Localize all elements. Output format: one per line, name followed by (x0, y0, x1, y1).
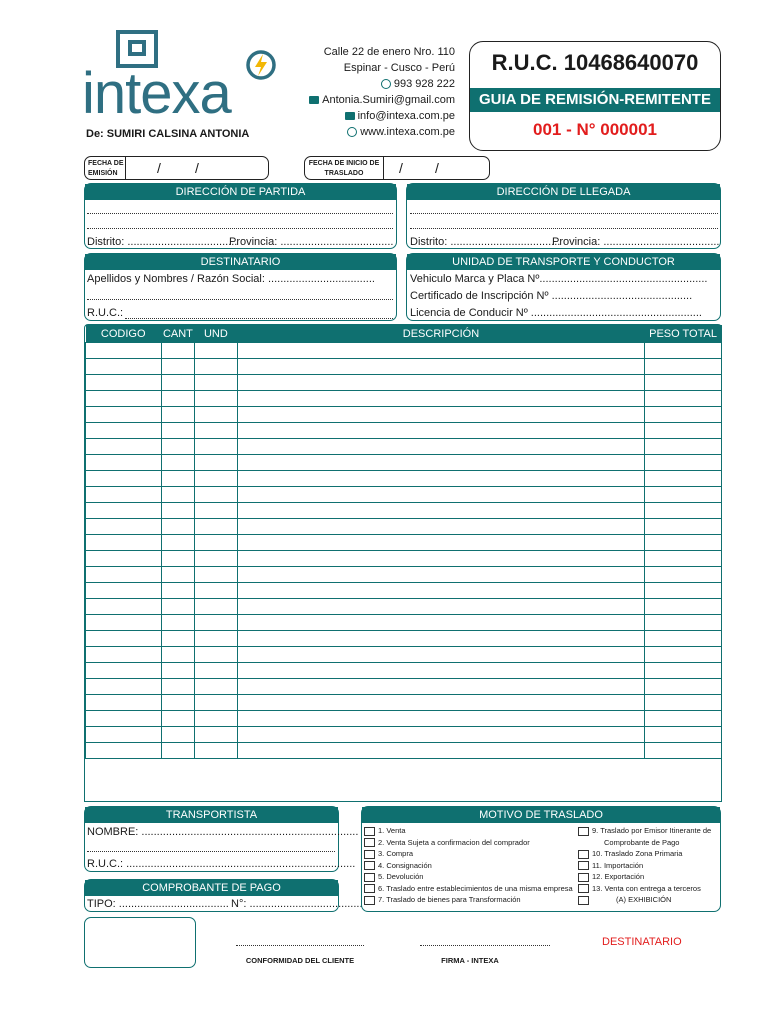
table-row (86, 551, 722, 567)
table-row (86, 615, 722, 631)
table-cell[interactable] (194, 343, 237, 359)
table-cell[interactable] (237, 599, 644, 615)
table-cell[interactable] (86, 599, 162, 615)
table-cell[interactable] (161, 439, 194, 455)
table-cell[interactable] (645, 407, 722, 423)
table-cell[interactable] (86, 487, 162, 503)
motivo-option[interactable]: (A) EXHIBICIÓN (578, 894, 711, 906)
fecha-traslado-label: FECHA DE INICIO DE TRASLADO (308, 160, 380, 177)
mail-icon (309, 96, 319, 104)
table-cell[interactable] (237, 711, 644, 727)
table-cell[interactable] (237, 679, 644, 695)
table-cell[interactable] (237, 615, 644, 631)
email-primary[interactable]: Antonia.Sumiri@gmail.com (322, 94, 455, 106)
table-header-row (86, 325, 722, 343)
table-cell[interactable] (194, 631, 237, 647)
table-cell[interactable] (194, 503, 237, 519)
table-cell[interactable] (194, 551, 237, 567)
table-cell[interactable] (237, 359, 644, 375)
motivo-option[interactable]: 7. Traslado de bienes para Transformación (364, 894, 573, 906)
table-cell[interactable] (86, 583, 162, 599)
table-cell[interactable] (161, 423, 194, 439)
motivo-option[interactable]: 12. Exportación (578, 871, 711, 883)
table-cell[interactable] (645, 439, 722, 455)
transporte-vehiculo[interactable]: Vehiculo Marca y Placa Nº....................................................... (410, 273, 708, 285)
table-cell[interactable] (194, 471, 237, 487)
table-cell[interactable] (161, 727, 194, 743)
transporte-licencia[interactable]: Licencia de Conducir Nº ........................................................ (410, 307, 702, 319)
checkbox[interactable] (578, 861, 589, 870)
motivo-left-list (364, 825, 573, 906)
table-cell[interactable] (161, 711, 194, 727)
table-cell[interactable] (237, 535, 644, 551)
checkbox[interactable] (578, 850, 589, 859)
table-cell[interactable] (194, 695, 237, 711)
motivo-option[interactable]: 13. Venta con entrega a terceros (578, 883, 711, 895)
table-row (86, 599, 722, 615)
table-row (86, 727, 722, 743)
table-row (86, 663, 722, 679)
checkbox[interactable] (578, 827, 589, 836)
transportista-box (84, 806, 359, 872)
table-cell[interactable] (194, 567, 237, 583)
table-cell[interactable] (161, 567, 194, 583)
table-cell[interactable] (194, 583, 237, 599)
table-cell[interactable] (161, 535, 194, 551)
table-cell[interactable] (237, 519, 644, 535)
transportista-ruc[interactable]: R.U.C.: ........................................................................... (87, 858, 356, 870)
motivo-option[interactable]: 3. Compra (364, 848, 573, 860)
table-cell[interactable] (86, 455, 162, 471)
destinatario-copy-label: DESTINATARIO (602, 936, 682, 948)
ruc-number: R.U.C. 10468640070 (491, 50, 699, 75)
transportista-nombre[interactable]: NOMBRE: ....................................................................... (87, 826, 359, 838)
table-cell[interactable] (645, 679, 722, 695)
table-cell[interactable] (645, 727, 722, 743)
motivo-header: MOTIVO DE TRASLADO (362, 807, 720, 823)
table-cell[interactable] (645, 695, 722, 711)
table-cell[interactable] (86, 663, 162, 679)
checkbox[interactable] (364, 838, 375, 847)
table-row (86, 631, 722, 647)
table-row (86, 391, 722, 407)
table-cell[interactable] (86, 551, 162, 567)
table-cell[interactable] (237, 647, 644, 663)
table-cell[interactable] (86, 711, 162, 727)
table-cell[interactable] (161, 583, 194, 599)
table-row (86, 407, 722, 423)
motivo-option[interactable]: 11. Importación (578, 860, 711, 872)
table-cell[interactable] (194, 711, 237, 727)
table-cell[interactable] (86, 439, 162, 455)
table-cell[interactable] (237, 391, 644, 407)
table-cell[interactable] (194, 359, 237, 375)
table-cell[interactable] (194, 615, 237, 631)
items-table (85, 325, 722, 759)
table-row (86, 423, 722, 439)
table-cell[interactable] (86, 423, 162, 439)
table-cell[interactable] (237, 663, 644, 679)
transporte-box (406, 253, 721, 321)
table-cell[interactable] (86, 631, 162, 647)
table-cell[interactable] (645, 599, 722, 615)
table-cell[interactable] (645, 583, 722, 599)
table-row (86, 695, 722, 711)
checkbox[interactable] (578, 873, 589, 882)
partida-header: DIRECCIÓN DE PARTIDA (85, 184, 396, 200)
table-cell[interactable] (86, 359, 162, 375)
table-cell[interactable] (194, 727, 237, 743)
table-cell[interactable] (161, 647, 194, 663)
date-slash: / (435, 160, 439, 176)
table-cell[interactable] (645, 535, 722, 551)
website[interactable]: www.intexa.com.pe (360, 126, 455, 138)
table-cell[interactable] (645, 567, 722, 583)
table-cell[interactable] (237, 407, 644, 423)
motivo-right-list (578, 825, 711, 906)
table-cell[interactable] (645, 423, 722, 439)
llegada-provincia[interactable]: Provincia: ...................................... (552, 236, 720, 248)
checkbox[interactable] (364, 873, 375, 882)
motivo-option[interactable]: 2. Venta Sujeta a confirmacion del comprador (364, 837, 573, 849)
fecha-emision-label: FECHA DE EMISIÓN (88, 160, 124, 177)
table-cell[interactable] (194, 647, 237, 663)
table-row (86, 519, 722, 535)
table-cell[interactable] (86, 695, 162, 711)
globe-icon (347, 127, 357, 137)
table-cell[interactable] (645, 519, 722, 535)
table-cell[interactable] (161, 503, 194, 519)
table-cell[interactable] (237, 551, 644, 567)
table-cell[interactable] (645, 391, 722, 407)
table-cell[interactable] (194, 679, 237, 695)
table-cell[interactable] (237, 583, 644, 599)
table-cell[interactable] (86, 343, 162, 359)
col-cant: CANT (161, 325, 194, 343)
table-cell[interactable] (237, 343, 644, 359)
table-cell[interactable] (194, 487, 237, 503)
fecha-emision-box[interactable] (84, 156, 269, 180)
table-cell[interactable] (161, 471, 194, 487)
table-cell[interactable] (86, 647, 162, 663)
table-cell[interactable] (194, 535, 237, 551)
table-cell[interactable] (86, 503, 162, 519)
table-cell[interactable] (645, 375, 722, 391)
table-cell[interactable] (645, 359, 722, 375)
checkbox[interactable] (578, 896, 589, 905)
checkbox[interactable] (364, 884, 375, 893)
logo-text: intexa (82, 61, 231, 126)
table-cell[interactable] (194, 439, 237, 455)
transporte-certificado[interactable]: Certificado de Inscripción Nº .............................................. (410, 290, 693, 302)
ruc-box (469, 41, 721, 151)
table-cell[interactable] (86, 727, 162, 743)
table-cell[interactable] (161, 391, 194, 407)
table-cell[interactable] (194, 599, 237, 615)
table-cell[interactable] (645, 455, 722, 471)
partida-distrito[interactable]: Distrito: .................................... (87, 236, 238, 248)
address-line1: Calle 22 de enero Nro. 110 (323, 46, 455, 58)
checkbox[interactable] (578, 884, 589, 893)
table-cell[interactable] (86, 471, 162, 487)
table-cell[interactable] (86, 375, 162, 391)
table-cell[interactable] (645, 711, 722, 727)
table-cell[interactable] (237, 631, 644, 647)
date-slash: / (157, 160, 161, 176)
phone: 993 928 222 (393, 78, 455, 90)
destinatario-header: DESTINATARIO (85, 254, 396, 270)
table-row (86, 375, 722, 391)
table-cell[interactable] (645, 663, 722, 679)
motivo-option[interactable]: 6. Traslado entre establecimientos de una misma empresa (364, 883, 573, 895)
table-cell[interactable] (86, 615, 162, 631)
table-cell[interactable] (237, 695, 644, 711)
table-cell[interactable] (161, 455, 194, 471)
destinatario-box (84, 253, 397, 321)
table-cell[interactable] (237, 727, 644, 743)
company-logo (82, 30, 282, 130)
table-row (86, 471, 722, 487)
table-cell[interactable] (161, 519, 194, 535)
checkbox[interactable] (364, 827, 375, 836)
table-cell[interactable] (86, 679, 162, 695)
partida-provincia[interactable]: Provincia: ..................................... (229, 236, 394, 248)
address-line2: Espinar - Cusco - Perú (343, 62, 455, 74)
table-cell[interactable] (161, 343, 194, 359)
table-cell[interactable] (194, 743, 237, 759)
table-cell[interactable] (237, 487, 644, 503)
table-cell[interactable] (194, 455, 237, 471)
table-cell[interactable] (645, 343, 722, 359)
table-cell[interactable] (161, 487, 194, 503)
table-cell[interactable] (645, 647, 722, 663)
table-cell[interactable] (645, 615, 722, 631)
mail-icon (345, 112, 355, 120)
table-cell[interactable] (237, 471, 644, 487)
table-cell[interactable] (161, 695, 194, 711)
comprobante-header: COMPROBANTE DE PAGO (85, 880, 338, 896)
table-cell[interactable] (237, 455, 644, 471)
table-cell[interactable] (161, 679, 194, 695)
table-row (86, 359, 722, 375)
table-cell[interactable] (86, 391, 162, 407)
motivo-option[interactable]: 1. Venta (364, 825, 573, 837)
table-cell[interactable] (86, 519, 162, 535)
col-peso-total: PESO TOTAL (645, 325, 722, 343)
contact-info (270, 44, 455, 140)
col-und: UND (194, 325, 237, 343)
table-cell[interactable] (645, 743, 722, 759)
table-cell[interactable] (645, 551, 722, 567)
table-cell[interactable] (237, 439, 644, 455)
table-cell[interactable] (194, 423, 237, 439)
destinatario-nombres[interactable]: Apellidos y Nombres / Razón Social: ................................... (87, 273, 375, 285)
table-row (86, 567, 722, 583)
date-slash: / (195, 160, 199, 176)
table-cell[interactable] (194, 519, 237, 535)
table-cell[interactable] (194, 407, 237, 423)
motivo-box (361, 806, 721, 912)
table-cell[interactable] (161, 359, 194, 375)
checkbox[interactable] (364, 850, 375, 859)
table-row (86, 455, 722, 471)
stamp-box[interactable] (84, 917, 196, 968)
checkbox[interactable] (364, 861, 375, 870)
whatsapp-icon (381, 79, 391, 89)
date-slash: / (399, 160, 403, 176)
col-codigo: CODIGO (86, 325, 162, 343)
table-cell[interactable] (161, 743, 194, 759)
table-cell[interactable] (237, 423, 644, 439)
doc-number: 001 - N° 000001 (533, 120, 657, 139)
table-cell[interactable] (645, 631, 722, 647)
destinatario-ruc[interactable]: R.U.C.: (87, 307, 124, 319)
table-cell[interactable] (161, 631, 194, 647)
firma-label: FIRMA - INTEXA (441, 956, 499, 965)
table-cell[interactable] (237, 503, 644, 519)
table-row (86, 439, 722, 455)
llegada-header: DIRECCIÓN DE LLEGADA (407, 184, 720, 200)
table-row (86, 711, 722, 727)
table-cell[interactable] (86, 535, 162, 551)
checkbox[interactable] (364, 896, 375, 905)
table-cell[interactable] (194, 375, 237, 391)
email-info[interactable]: info@intexa.com.pe (357, 110, 455, 122)
transporte-header: UNIDAD DE TRANSPORTE Y CONDUCTOR (407, 254, 720, 270)
transportista-header: TRANSPORTISTA (85, 807, 338, 823)
table-row (86, 535, 722, 551)
motivo-option[interactable]: 5. Devolución (364, 871, 573, 883)
motivo-option[interactable]: 9. Traslado por Emisor Itinerante de (578, 825, 711, 837)
motivo-option[interactable]: 10. Traslado Zona Primaria (578, 848, 711, 860)
signature-line-intexa (420, 945, 550, 946)
table-cell[interactable] (237, 567, 644, 583)
table-cell[interactable] (161, 663, 194, 679)
table-cell[interactable] (86, 407, 162, 423)
table-cell[interactable] (237, 743, 644, 759)
table-cell[interactable] (645, 471, 722, 487)
llegada-box (406, 183, 721, 249)
motivo-option-continued: Comprobante de Pago (604, 837, 680, 847)
table-row (86, 343, 722, 359)
col-descripcion: DESCRIPCIÓN (237, 325, 644, 343)
llegada-distrito[interactable]: Distrito: .................................... (410, 236, 561, 248)
table-row (86, 743, 722, 759)
signature-line-cliente (236, 945, 364, 946)
conformidad-label: CONFORMIDAD DEL CLIENTE (245, 956, 355, 965)
table-row (86, 679, 722, 695)
table-cell[interactable] (86, 743, 162, 759)
table-cell[interactable] (161, 615, 194, 631)
fecha-traslado-box[interactable] (304, 156, 490, 180)
comprobante-tipo[interactable]: TIPO: .................................... (87, 898, 229, 910)
table-cell[interactable] (237, 375, 644, 391)
table-cell[interactable] (161, 407, 194, 423)
table-cell[interactable] (645, 487, 722, 503)
comprobante-box (84, 879, 363, 912)
table-cell[interactable] (161, 375, 194, 391)
owner-name: De: SUMIRI CALSINA ANTONIA (86, 128, 250, 140)
items-table-wrapper (84, 324, 722, 802)
table-cell[interactable] (194, 391, 237, 407)
table-row (86, 583, 722, 599)
motivo-option[interactable]: 4. Consignación (364, 860, 573, 872)
table-row (86, 647, 722, 663)
table-cell[interactable] (86, 567, 162, 583)
table-cell[interactable] (194, 663, 237, 679)
doc-title: GUIA DE REMISIÓN-REMITENTE (470, 88, 720, 112)
table-cell[interactable] (645, 503, 722, 519)
table-cell[interactable] (161, 599, 194, 615)
table-row (86, 503, 722, 519)
partida-box (84, 183, 397, 249)
table-row (86, 487, 722, 503)
comprobante-numero[interactable]: N°: ..................................... (231, 898, 363, 910)
table-cell[interactable] (161, 551, 194, 567)
